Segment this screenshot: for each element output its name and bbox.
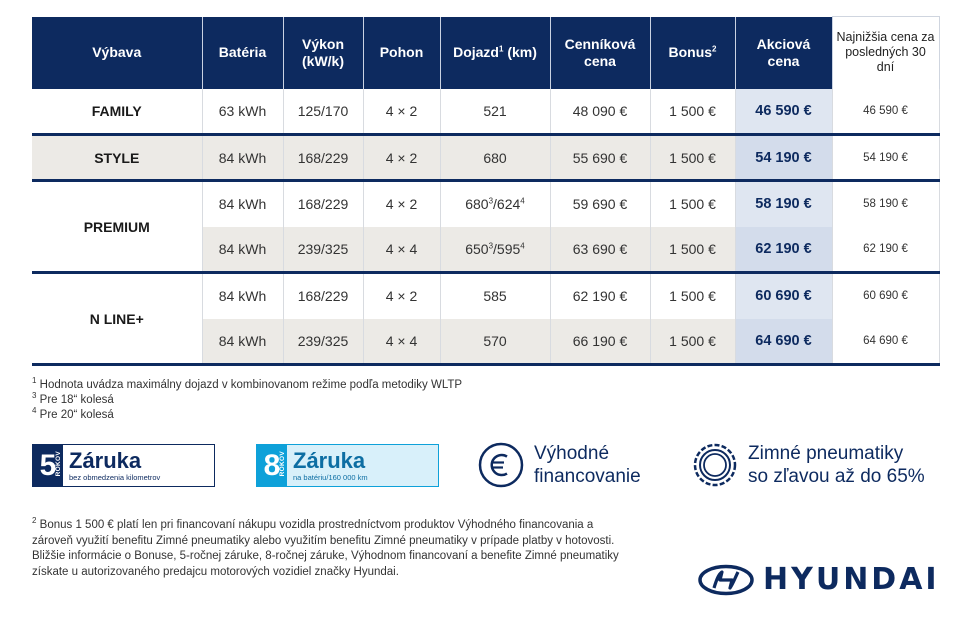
drive-cell: 4 × 2: [363, 273, 440, 319]
battery-cell: 84 kWh: [202, 273, 283, 319]
financing-feature: [478, 442, 641, 488]
badge-subtitle: na batériu/160 000 km: [293, 473, 368, 482]
footnote-1: [32, 378, 462, 393]
power-cell: 125/170: [283, 89, 363, 135]
cennikova-label-2: cena: [584, 52, 616, 69]
col-header-bateria: Batéria: [202, 17, 283, 89]
list-price-cell: 66 190 €: [550, 319, 650, 365]
cennikova-label: Cenníková: [564, 35, 636, 52]
footnote-ref: 4: [520, 196, 525, 206]
hyundai-logo: [697, 562, 940, 597]
range-cell: [440, 227, 550, 273]
winter-tires-text: [748, 442, 925, 488]
drive-cell: 4 × 4: [363, 227, 440, 273]
footnote-number: 1: [32, 376, 37, 386]
warranty-5-body: [63, 445, 160, 486]
hyundai-emblem-icon: [697, 564, 755, 596]
footnote-ref: 3: [488, 196, 494, 206]
lowest-price-cell: 60 690 €: [832, 273, 939, 319]
badge-years-label: ROKOV: [55, 451, 62, 477]
vykon-label: Výkon: [301, 35, 344, 52]
col-header-pohon: Pohon: [363, 17, 440, 89]
col-header-cennikova: [550, 17, 650, 89]
range-cell: 570: [440, 319, 550, 365]
drive-cell: 4 × 2: [363, 89, 440, 135]
drive-cell: 4 × 2: [363, 181, 440, 227]
badge-title: Záruka: [69, 448, 142, 473]
badge-number: 8: [263, 448, 281, 482]
table-header-row: [32, 17, 939, 89]
promo-price-cell: 62 190 €: [735, 227, 832, 273]
footnote-4: [32, 408, 462, 423]
promo-price-cell: 46 590 €: [735, 89, 832, 135]
promo-price-cell: 58 190 €: [735, 181, 832, 227]
footnote-text: Pre 20“ kolesá: [36, 409, 114, 421]
warranty-8-badge: [256, 444, 439, 487]
range-cell: 680: [440, 135, 550, 181]
range-cell: [440, 181, 550, 227]
footnote-text: Pre 18“ kolesá: [36, 394, 114, 406]
lowest-price-cell: 64 690 €: [832, 319, 939, 365]
table-row: [32, 273, 939, 319]
col-header-akciova: [735, 17, 832, 89]
tires-line-2: so zľavou až do 65%: [748, 466, 925, 487]
power-cell: 168/229: [283, 273, 363, 319]
range-cell: 585: [440, 273, 550, 319]
drive-cell: 4 × 2: [363, 135, 440, 181]
footnotes: [32, 378, 462, 423]
footnote-number: 4: [32, 406, 37, 416]
battery-cell: 84 kWh: [202, 319, 283, 365]
tire-icon: [692, 442, 738, 488]
col-header-najnizsia: Najnižšia cena za posledných 30 dní: [832, 17, 939, 89]
range-value: 650: [465, 240, 489, 257]
bonus-cell: 1 500 €: [650, 227, 735, 273]
col-header-vykon: [283, 17, 363, 89]
warranty-5-badge: [32, 444, 215, 487]
drive-cell: 4 × 4: [363, 319, 440, 365]
footnote-ref: 1: [498, 44, 504, 54]
footnote-ref: 2: [712, 44, 717, 54]
list-price-cell: 63 690 €: [550, 227, 650, 273]
col-header-bonus: [650, 17, 735, 89]
battery-cell: 84 kWh: [202, 227, 283, 273]
bonus-cell: 1 500 €: [650, 89, 735, 135]
badge-title: Záruka: [293, 448, 366, 473]
trim-family: FAMILY: [32, 89, 202, 135]
bonus-footnote: [32, 518, 622, 580]
euro-icon: [478, 442, 524, 488]
winter-tires-feature: [692, 442, 925, 488]
badge-years-label: ROKOV: [279, 451, 286, 477]
battery-cell: 84 kWh: [202, 181, 283, 227]
table-row: [32, 135, 939, 181]
list-price-cell: 59 690 €: [550, 181, 650, 227]
promo-price-cell: 64 690 €: [735, 319, 832, 365]
warranty-5-number: [33, 445, 63, 486]
akciova-label: Akciová: [756, 35, 811, 52]
lowest-price-cell: 54 190 €: [832, 135, 939, 181]
warranty-8-number: [257, 445, 287, 486]
warranty-8-body: [287, 445, 438, 486]
power-cell: 168/229: [283, 181, 363, 227]
list-price-cell: 62 190 €: [550, 273, 650, 319]
footnote-number: 3: [32, 391, 37, 401]
lowest-price-cell: 62 190 €: [832, 227, 939, 273]
bonus-label: Bonus: [668, 44, 713, 60]
list-price-cell: 48 090 €: [550, 89, 650, 135]
power-cell: 168/229: [283, 135, 363, 181]
bonus-cell: 1 500 €: [650, 319, 735, 365]
battery-cell: 63 kWh: [202, 89, 283, 135]
lowest-price-cell: 58 190 €: [832, 181, 939, 227]
footnote-ref: 4: [520, 241, 525, 251]
promo-price-cell: 60 690 €: [735, 273, 832, 319]
badge-number: 5: [39, 448, 57, 482]
lowest-price-cell: 46 590 €: [832, 89, 939, 135]
bonus-cell: 1 500 €: [650, 273, 735, 319]
footnote-number: 2: [32, 516, 37, 526]
akciova-label-2: cena: [767, 52, 800, 69]
col-header-dojazd: [440, 17, 550, 89]
power-cell: 239/325: [283, 319, 363, 365]
range-value: 680: [465, 196, 489, 213]
list-price-cell: 55 690 €: [550, 135, 650, 181]
promo-price-cell: 54 190 €: [735, 135, 832, 181]
tires-line-1: Zimné pneumatiky: [748, 443, 904, 464]
price-table: [32, 16, 940, 366]
table-row: [32, 181, 939, 227]
financing-line-1: Výhodné: [534, 443, 610, 464]
bonus-cell: 1 500 €: [650, 181, 735, 227]
brand-wordmark: HYUNDAI: [763, 562, 940, 597]
footnote-ref: 3: [488, 241, 494, 251]
bonus-cell: 1 500 €: [650, 135, 735, 181]
range-value: /624: [493, 196, 521, 213]
footnote-3: [32, 393, 462, 408]
range-value: /595: [493, 240, 521, 257]
table-row: [32, 89, 939, 135]
financing-text: [534, 442, 641, 488]
footnote-text: Hodnota uvádza maximálny dojazd v kombinovanom režime podľa metodiky WLTP: [36, 379, 463, 391]
bonus-footnote-text: Bonus 1 500 € platí len pri financovaní nákupu vozidla prostredníctvom produktov Výhodného financovania a zároveň využití benefitu Zimné pneumatiky alebo využitím benefitu Zimné pneumatiky v prípade platby v hotovosti. Bližšie informácie o Bonuse, 5-ročnej záruke, 8-ročnej záruke, Výhodnom financovaní a benefite Zimné pneumatiky získate u autorizovaného predajcu motorových vozidiel značky Hyundai.: [32, 519, 619, 578]
trim-style: STYLE: [32, 135, 202, 181]
trim-premium: PREMIUM: [32, 181, 202, 273]
trim-nline: N LINE+: [32, 273, 202, 365]
vykon-unit: (kW/k): [302, 52, 344, 69]
badge-subtitle: bez obmedzenia kilometrov: [69, 473, 161, 482]
col-header-vybava: Výbava: [32, 17, 202, 89]
dojazd-unit: (km): [503, 44, 537, 60]
range-cell: 521: [440, 89, 550, 135]
battery-cell: 84 kWh: [202, 135, 283, 181]
dojazd-label: Dojazd: [453, 44, 499, 60]
financing-line-2: financovanie: [534, 466, 641, 487]
power-cell: 239/325: [283, 227, 363, 273]
